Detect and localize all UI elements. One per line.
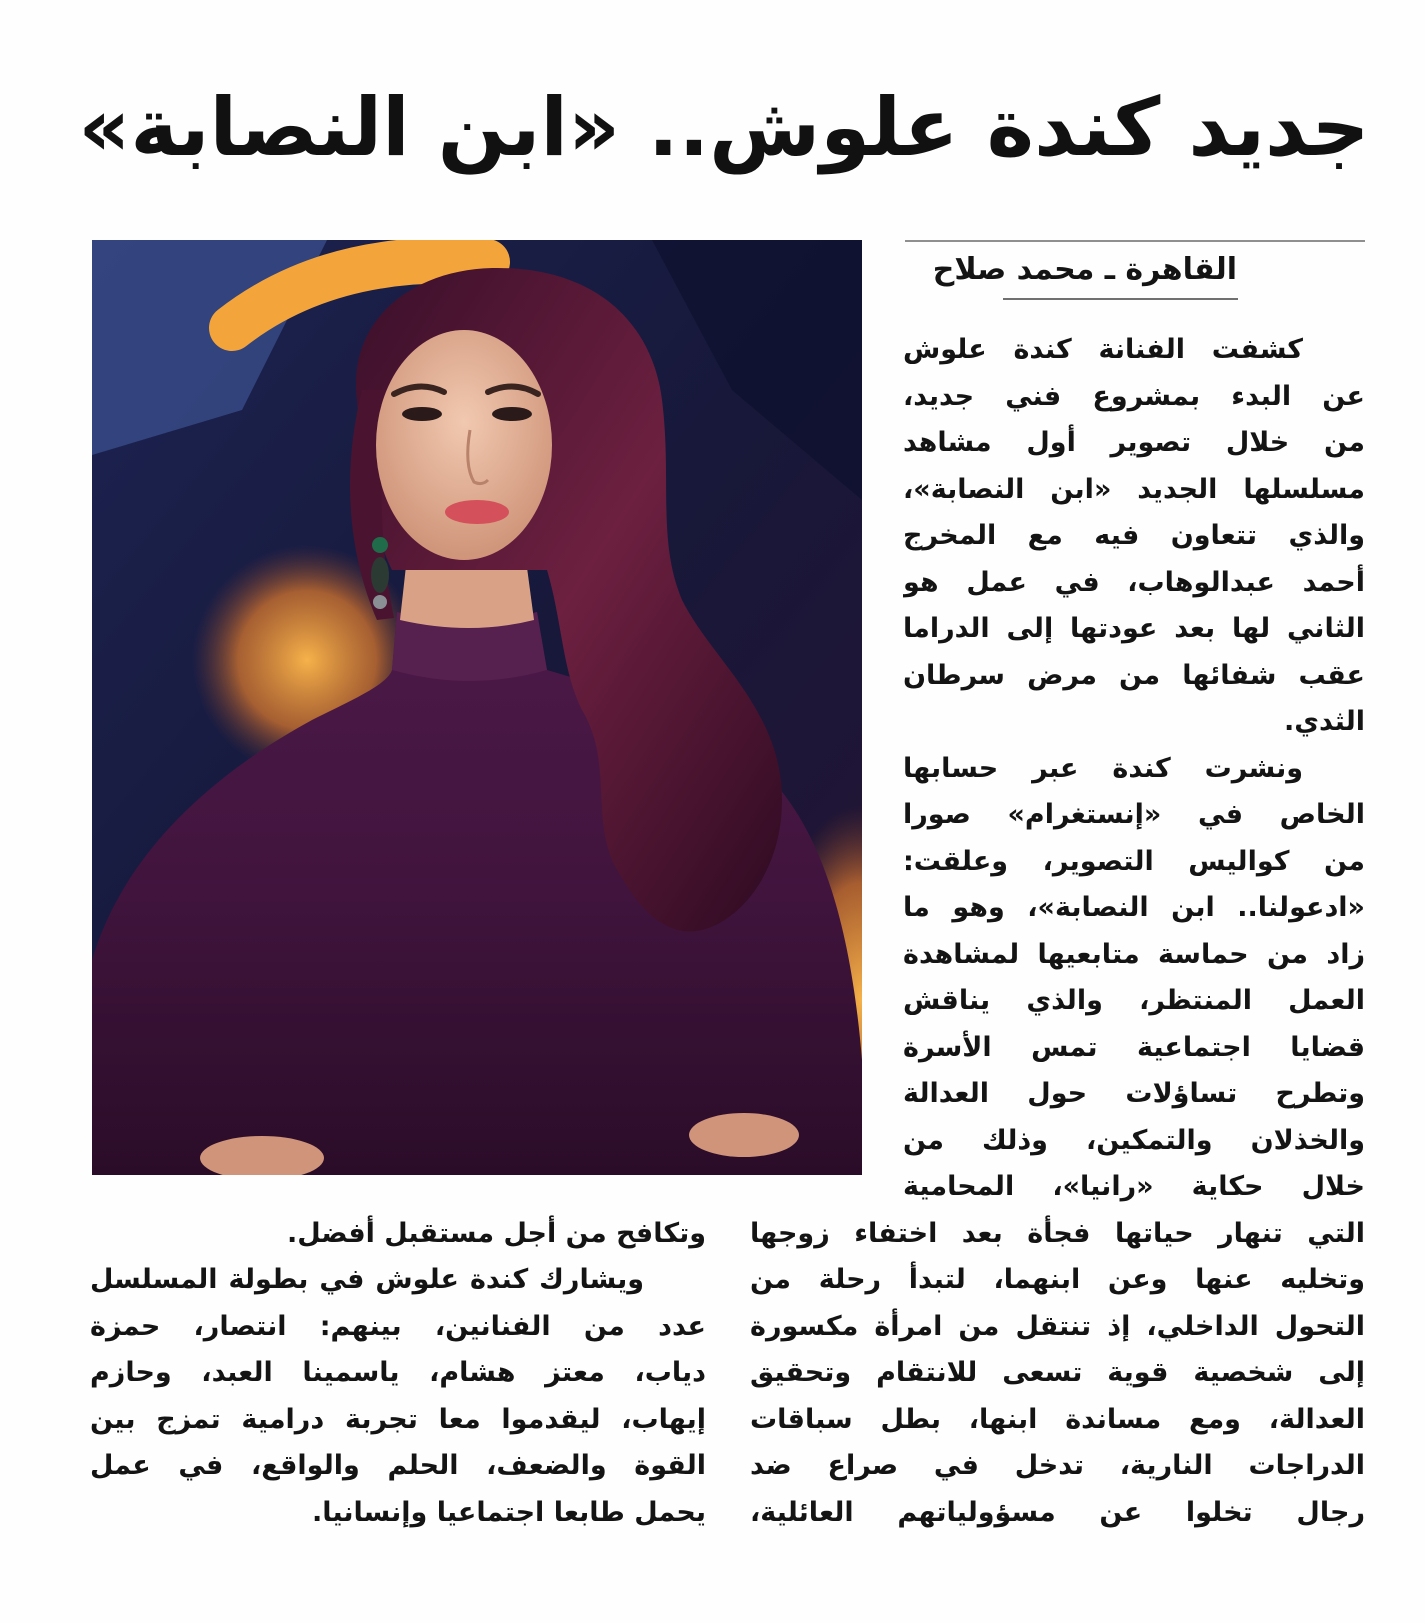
article-line: التحول الداخلي، إذ تنتقل من امرأة مكسورة xyxy=(750,1310,1365,1342)
article-line: الثدي. xyxy=(1283,706,1365,737)
article-line: والخذلان والتمكين، وذلك من xyxy=(903,1124,1365,1156)
article-line: الدراجات النارية، تدخل في صراع ضد xyxy=(750,1450,1365,1481)
article-line: العمل المنتظر، والذي يناقش xyxy=(903,985,1365,1016)
right-column xyxy=(903,327,1365,1211)
article-line: إيهاب، ليقدموا معا تجربة درامية تمزج بين xyxy=(90,1403,706,1435)
article-line: عقب شفائها من مرض سرطان xyxy=(903,659,1365,691)
article-line: عن البدء بمشروع فني جديد، xyxy=(903,380,1365,412)
article-line: ونشرت كندة عبر حسابها xyxy=(903,752,1303,784)
article-line: من كواليس التصوير، وعلقت: xyxy=(903,845,1365,877)
article-line: قضايا اجتماعية تمس الأسرة xyxy=(903,1031,1365,1063)
article-line: مسلسلها الجديد «ابن النصابة»، xyxy=(903,473,1365,505)
article-line: وتكافح من أجل مستقبل أفضل. xyxy=(287,1217,706,1249)
earring-top xyxy=(372,537,388,553)
article-line: وتطرح تساؤلات حول العدالة xyxy=(903,1078,1365,1109)
article-line: إلى شخصية قوية تسعى للانتقام وتحقيق xyxy=(750,1357,1365,1388)
right-eye xyxy=(492,407,532,421)
article-line: عدد من الفنانين، بينهم: انتصار، حمزة xyxy=(90,1310,706,1342)
article-line: «ادعولنا.. ابن النصابة»، وهو ما xyxy=(903,892,1365,923)
lips xyxy=(445,500,509,524)
article-line: الثاني لها بعد عودتها إلى الدراما xyxy=(903,613,1365,644)
article-line: رجال تخلوا عن مسؤولياتهم العائلية، xyxy=(750,1496,1365,1528)
column-top-rule xyxy=(905,240,1365,242)
bottom-right-column xyxy=(750,1211,1365,1537)
article-line: والذي تتعاون فيه مع المخرج xyxy=(903,520,1365,551)
face xyxy=(376,330,552,560)
bottom-left-column xyxy=(90,1211,706,1537)
article-line: زاد من حماسة متابعيها لمشاهدة xyxy=(903,938,1365,970)
article-line: من خلال تصوير أول مشاهد xyxy=(903,427,1365,458)
article-line: العدالة، ومع مساندة ابنها، بطل سباقات xyxy=(750,1403,1365,1435)
article-line: دياب، معتز هشام، ياسمينا العبد، وحازم xyxy=(90,1357,706,1388)
article-line: يحمل طابعا اجتماعيا وإنسانيا. xyxy=(311,1496,706,1528)
right-hand xyxy=(689,1113,799,1157)
portrait-photo xyxy=(92,240,862,1175)
article-line: خلال حكاية «رانيا»، المحامية xyxy=(903,1171,1365,1202)
article-line: التي تنهار حياتها فجأة بعد اختفاء زوجها xyxy=(750,1217,1365,1249)
article-line: كشفت الفنانة كندة علوش xyxy=(903,334,1303,365)
byline: القاهرة ـ محمد صلاح xyxy=(932,252,1237,287)
byline-rule xyxy=(1003,298,1238,300)
earring-bottom xyxy=(373,595,387,609)
article-line: القوة والضعف، الحلم والواقع، في عمل xyxy=(90,1450,706,1481)
article-line: الخاص في «إنستغرام» صورا xyxy=(903,799,1365,830)
article-line: أحمد عبدالوهاب، في عمل هو xyxy=(903,566,1365,598)
earring-drop xyxy=(371,557,389,593)
left-eye xyxy=(402,407,442,421)
article-line: ويشارك كندة علوش في بطولة المسلسل xyxy=(90,1264,644,1295)
article-line: وتخليه عنها وعن ابنهما، لتبدأ رحلة من xyxy=(750,1264,1365,1295)
headline: جديد كندة علوش.. «ابن النصابة» xyxy=(78,80,1370,174)
